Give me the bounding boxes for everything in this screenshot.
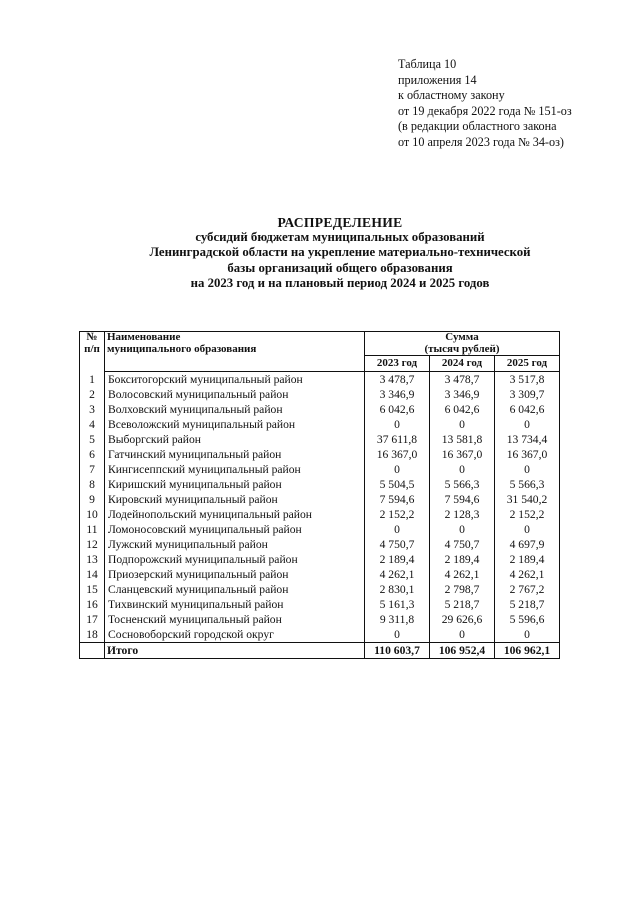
subsidy-table [79,331,560,659]
header-note-line: от 19 декабря 2022 года № 151-оз [398,103,572,118]
row-value-2023: 5 504,5 [365,477,430,492]
row-value-2024: 29 626,6 [430,612,495,627]
row-number: 12 [80,537,105,552]
col-header-sum-line: (тысяч рублей) [424,342,500,355]
row-value-2024: 5 218,7 [430,597,495,612]
header-note-line: к областному закону [398,88,505,103]
row-value-2023: 7 594,6 [365,492,430,507]
row-value-2024: 3 478,7 [430,372,495,388]
row-municipality-name: Тосненский муниципальный район [105,612,365,627]
total-label: Итого [105,643,365,659]
row-number: 18 [80,627,105,643]
row-value-2023: 3 478,7 [365,372,430,388]
total-value-2025: 106 962,1 [495,643,560,659]
row-municipality-name: Выборгский район [105,432,365,447]
row-value-2023: 0 [365,462,430,477]
row-number: 4 [80,417,105,432]
row-municipality-name: Ломоносовский муниципальный район [105,522,365,537]
total-value-2024: 106 952,4 [430,643,495,659]
col-header-year: 2025 год [495,356,560,372]
row-value-2025: 0 [495,462,560,477]
row-value-2025: 2 189,4 [495,552,560,567]
row-value-2023: 4 262,1 [365,567,430,582]
table-row [80,387,560,402]
row-municipality-name: Приозерский муниципальный район [105,567,365,582]
table-row [80,462,560,477]
row-value-2025: 0 [495,522,560,537]
document-title [90,215,590,291]
row-value-2023: 0 [365,417,430,432]
row-value-2025: 0 [495,417,560,432]
header-note-line: (в редакции областного закона [398,119,557,134]
row-value-2025: 5 566,3 [495,477,560,492]
row-number: 7 [80,462,105,477]
row-value-2023: 37 611,8 [365,432,430,447]
row-value-2023: 3 346,9 [365,387,430,402]
row-municipality-name: Подпорожский муниципальный район [105,552,365,567]
row-number: 2 [80,387,105,402]
header-note [398,57,572,151]
row-value-2023: 2 189,4 [365,552,430,567]
row-number: 13 [80,552,105,567]
row-municipality-name: Сланцевский муниципальный район [105,582,365,597]
row-number: 9 [80,492,105,507]
title-line: Ленинградской области на укрепление материально-технической [149,245,531,260]
total-value-2023: 110 603,7 [365,643,430,659]
row-municipality-name: Всеволожский муниципальный район [105,417,365,432]
col-header-year: 2023 год [365,356,430,372]
row-value-2024: 7 594,6 [430,492,495,507]
row-value-2025: 16 367,0 [495,447,560,462]
table-row [80,447,560,462]
title-main: РАСПРЕДЕЛЕНИЕ [277,215,403,230]
row-number: 16 [80,597,105,612]
row-municipality-name: Волховский муниципальный район [105,402,365,417]
row-number: 5 [80,432,105,447]
row-value-2025: 5 218,7 [495,597,560,612]
row-number: 8 [80,477,105,492]
row-value-2024: 5 566,3 [430,477,495,492]
table-row [80,627,560,643]
row-value-2023: 9 311,8 [365,612,430,627]
table-row [80,372,560,388]
row-value-2025: 2 767,2 [495,582,560,597]
row-value-2024: 6 042,6 [430,402,495,417]
row-value-2023: 16 367,0 [365,447,430,462]
row-value-2025: 2 152,2 [495,507,560,522]
col-header-name [105,332,365,372]
row-number: 14 [80,567,105,582]
row-value-2025: 6 042,6 [495,402,560,417]
table-row [80,537,560,552]
row-value-2024: 4 750,7 [430,537,495,552]
row-value-2023: 4 750,7 [365,537,430,552]
row-number: 17 [80,612,105,627]
row-value-2023: 2 830,1 [365,582,430,597]
row-number: 15 [80,582,105,597]
table-row [80,582,560,597]
col-header-number-line: № [86,331,98,343]
row-number: 3 [80,402,105,417]
row-value-2024: 13 581,8 [430,432,495,447]
row-value-2025: 0 [495,627,560,643]
row-value-2023: 2 152,2 [365,507,430,522]
row-value-2025: 31 540,2 [495,492,560,507]
col-header-year: 2024 год [430,356,495,372]
row-value-2024: 0 [430,522,495,537]
row-value-2023: 6 042,6 [365,402,430,417]
table-row [80,477,560,492]
row-municipality-name: Гатчинский муниципальный район [105,447,365,462]
row-value-2024: 0 [430,627,495,643]
table-row [80,507,560,522]
table-row [80,612,560,627]
table-row [80,522,560,537]
row-value-2024: 0 [430,462,495,477]
table-row [80,432,560,447]
row-value-2025: 4 262,1 [495,567,560,582]
row-value-2025: 3 517,8 [495,372,560,388]
title-line: базы организаций общего образования [227,260,453,275]
row-municipality-name: Кингисеппский муниципальный район [105,462,365,477]
col-header-name-line: Наименование [107,331,181,343]
row-municipality-name: Сосновоборский городской округ [105,627,365,643]
row-value-2024: 16 367,0 [430,447,495,462]
table-row [80,597,560,612]
header-note-line: от 10 апреля 2023 года № 34-оз) [398,134,564,149]
col-header-sum [365,332,560,356]
total-row [80,643,560,659]
row-number: 6 [80,447,105,462]
row-value-2025: 3 309,7 [495,387,560,402]
header-note-line: приложения 14 [398,72,477,87]
total-number [80,643,105,659]
table-row [80,567,560,582]
table-row [80,552,560,567]
title-line: субсидий бюджетам муниципальных образований [195,230,485,245]
row-number: 11 [80,522,105,537]
row-value-2024: 2 128,3 [430,507,495,522]
row-value-2024: 3 346,9 [430,387,495,402]
row-value-2023: 0 [365,522,430,537]
table-row [80,492,560,507]
row-value-2025: 4 697,9 [495,537,560,552]
table-row [80,402,560,417]
row-municipality-name: Киришский муниципальный район [105,477,365,492]
row-value-2023: 5 161,3 [365,597,430,612]
row-number: 10 [80,507,105,522]
row-number: 1 [80,372,105,388]
row-municipality-name: Лужский муниципальный район [105,537,365,552]
col-header-name-line: муниципального образования [107,342,257,355]
row-value-2023: 0 [365,627,430,643]
col-header-number [80,332,105,372]
table-row [80,417,560,432]
row-value-2024: 2 189,4 [430,552,495,567]
col-header-sum-line: Сумма [445,331,479,343]
col-header-number-line: п/п [84,342,100,355]
row-municipality-name: Тихвинский муниципальный район [105,597,365,612]
row-municipality-name: Волосовский муниципальный район [105,387,365,402]
header-note-line: Таблица 10 [398,57,457,71]
row-value-2024: 0 [430,417,495,432]
row-value-2025: 13 734,4 [495,432,560,447]
row-municipality-name: Кировский муниципальный район [105,492,365,507]
title-line: на 2023 год и на плановый период 2024 и 2025 годов [190,275,490,290]
row-municipality-name: Лодейнопольский муниципальный район [105,507,365,522]
row-value-2024: 4 262,1 [430,567,495,582]
row-value-2025: 5 596,6 [495,612,560,627]
row-value-2024: 2 798,7 [430,582,495,597]
row-municipality-name: Бокситогорский муниципальный район [105,372,365,388]
